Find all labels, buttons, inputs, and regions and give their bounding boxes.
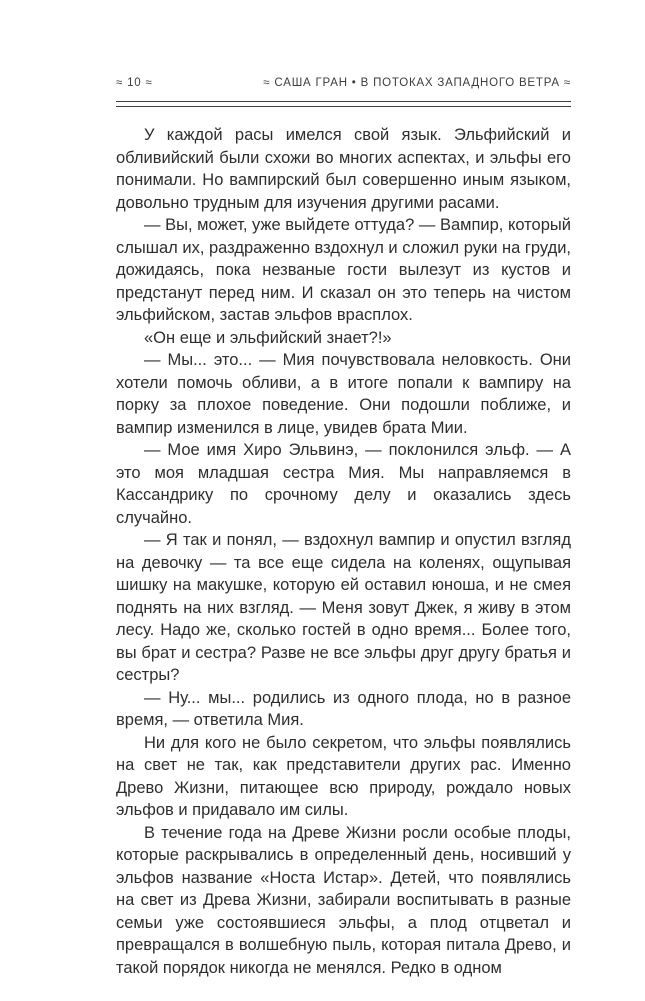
paragraph: — Вы, может, уже выйдете оттуда? — Вампир, который слышал их, раздраженно вздохнул и сложил руки на груди, дожидаясь, пока незваные гости вылезут из кустов и предстанут перед ним. И сказал он это теперь на чистом эльфийском, застав эльфов врасплох. bbox=[116, 216, 572, 324]
header-double-rule bbox=[116, 101, 571, 107]
paragraph: «Он еще и эльфийский знает?!» bbox=[144, 328, 392, 347]
paragraph: — Я так и понял, — вздохнул вампир и опустил взгляд на девочку — та все еще сидела на коленях, ощупывая шишку на макушке, которую ей оставил юноша, и не смея поднять на них взгляд. — Меня зовут Джек, я живу в этом лесу. Надо же, сколько гостей в одно время... Более того, вы брат и сестра? Разве не все эльфы друг другу братья и сестры? bbox=[116, 531, 571, 684]
running-header bbox=[116, 77, 571, 89]
paragraph: Ни для кого не было секретом, что эльфы появлялись на свет не так, как представители других рас. Именно Древо Жизни, питающее всю природу, рождало новых эльфов и придавало им силы. bbox=[116, 733, 571, 819]
paragraph: В течение года на Древе Жизни росли особые плоды, которые раскрывались в определенный день, носивший у эльфов название «Носта Истар». Детей, что появлялись на свет из Древа Жизни, забирали воспитывать в разные семьи уже состоявшиеся эльфы, а плод отцветал и превращался в волшебную пыль, которая питала Древо, и такой порядок никогда не менялся. Редко в одном bbox=[116, 823, 571, 977]
paragraph: — Ну... мы... родились из одного плода, но в разное время, — ответила Мия. bbox=[116, 688, 571, 729]
running-title: ≈ САША ГРАН • В ПОТОКАХ ЗАПАДНОГО ВЕТРА ≈ bbox=[263, 77, 571, 89]
paragraph: — Мое имя Хиро Эльвинэ, — поклонился эльф. — А это моя младшая сестра Мия. Мы направляемся в Кассандрику по срочному делу и оказались здесь случайно. bbox=[116, 441, 571, 527]
paragraph: — Мы... это... — Мия почувствовала неловкость. Они хотели помочь обливи, а в итоге попали к вампиру на порку за плохое поведение. Они подошли поближе, и вампир изменился в лице, увидев брата Мии. bbox=[116, 351, 571, 437]
page-number: ≈ 10 ≈ bbox=[116, 77, 153, 89]
page-body-text bbox=[116, 124, 571, 979]
paragraph: У каждой расы имелся свой язык. Эльфийский и обливийский были схожи во многих аспектах, и эльфы его понимали. Но вампирский был совершенно иным языком, довольно трудным для изучения другими расами. bbox=[116, 126, 571, 212]
